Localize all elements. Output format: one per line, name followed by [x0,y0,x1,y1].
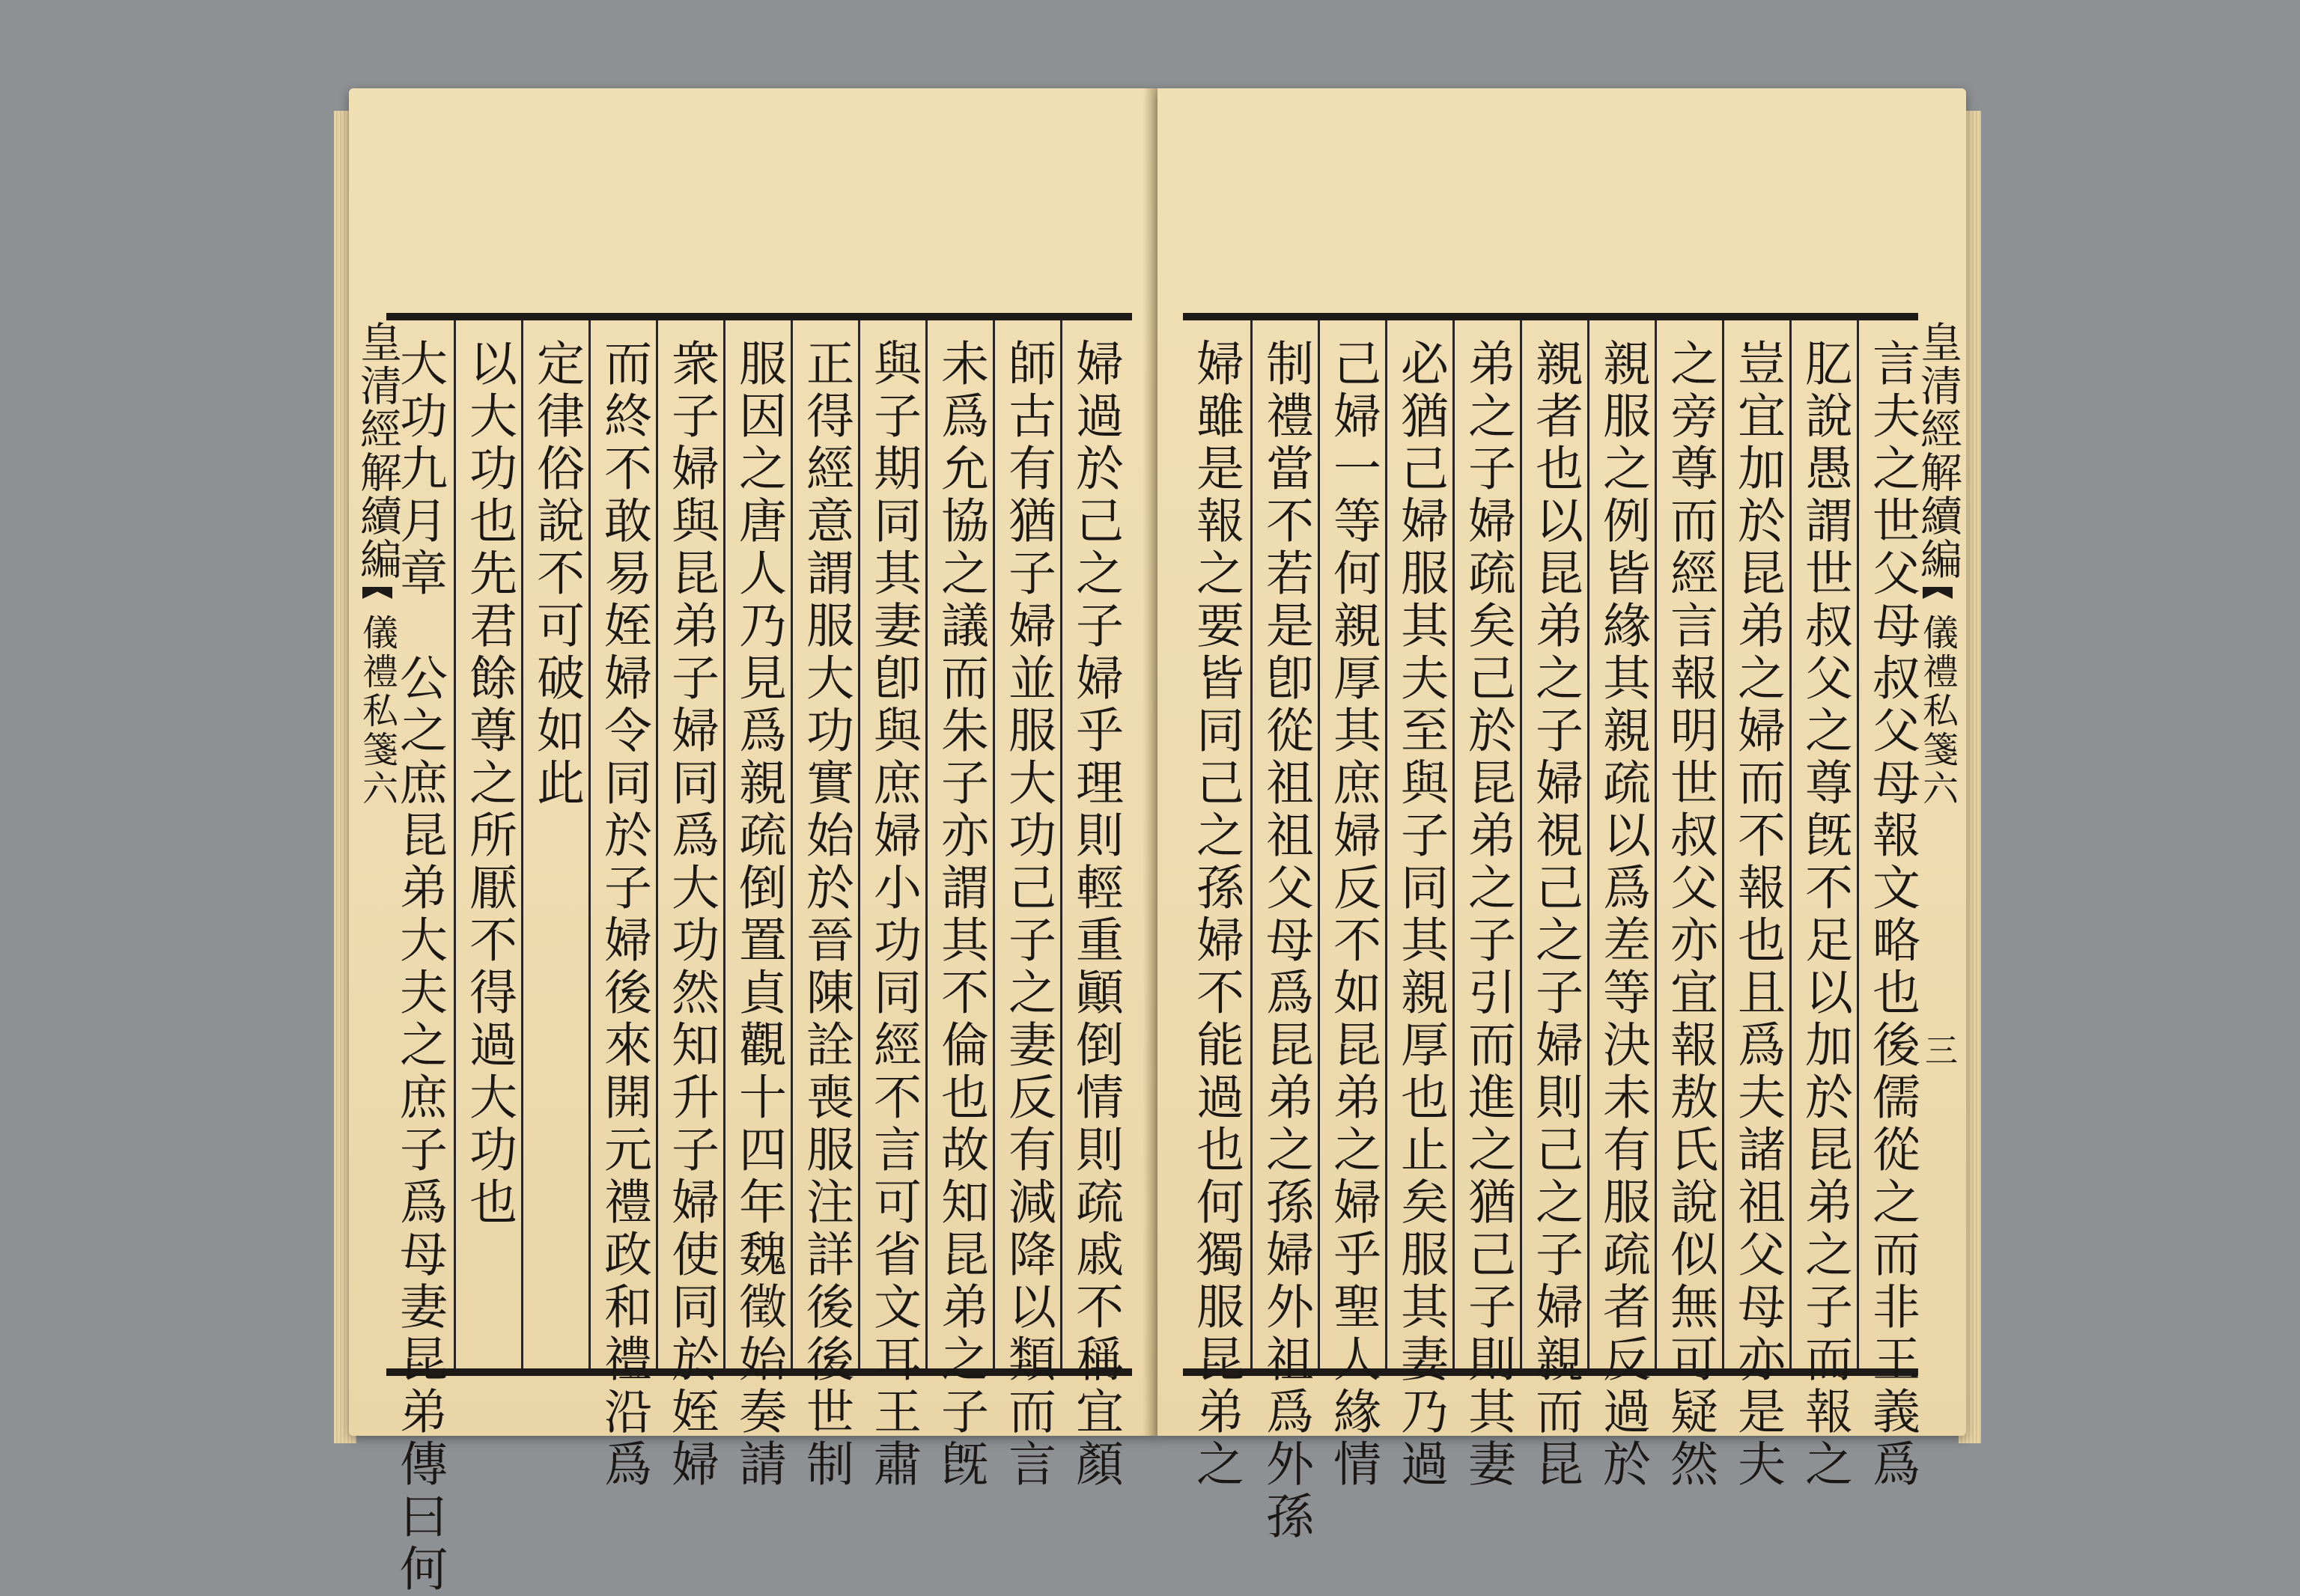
column-text: 肊說愚謂世叔父之尊旣不足以加於昆弟之子而報之 [1797,338,1852,1491]
text-column [858,320,926,1491]
text-column [1318,320,1386,1491]
column-text: 婦雖是報之要皆同己之孫婦不能過也何獨服昆弟之 [1188,338,1244,1491]
column-text: 豈宜加於昆弟之婦而不報也且爲夫諸祖父母亦是夫 [1729,338,1785,1491]
column-text: 之旁尊而經言報明世叔父亦宜報敖氏說似無可疑然 [1662,338,1718,1491]
column-text: 未爲允協之議而朱子亦謂其不倫也故知昆弟之子旣 [933,338,988,1491]
text-column [1385,320,1453,1491]
column-text: 以大功也先君餘尊之所厭不得過大功也 [461,338,517,1229]
column-text: 師古有猶子婦並服大功己子之妻反有減降以類而言 [1000,338,1056,1491]
column-text: 親者也以昆弟之子婦視己之子婦則己之子婦親而昆 [1527,338,1583,1491]
text-column [1587,320,1655,1491]
column-text: 制禮當不若是卽從祖祖父母爲昆弟之孫婦外祖爲外孫 [1258,338,1313,1544]
right-text-frame [1183,313,1920,1544]
fishtail-mark [1923,587,1953,599]
text-column [521,320,589,1368]
left-margin-title: 皇清經解續編 [353,320,402,581]
column-text: 定律俗說不可破如此 [529,338,584,810]
column-text: 衆子婦與昆弟子婦同爲大功然知升子婦使同於姪婦 [663,338,719,1491]
text-column [925,320,994,1491]
text-column [791,320,859,1491]
left-margin-section: 儀禮私箋六 [356,614,398,808]
column-text: 而終不敢易姪婦令同於子婦後來開元禮政和禮沿爲 [596,338,651,1491]
column-text: 正得經意謂服大功實始於晉陳詮喪服注詳後後世制 [798,338,854,1491]
column-text: 服因之唐人乃見爲親疏倒置貞觀十四年魏徵始奏請 [731,338,786,1491]
text-column [1655,320,1723,1491]
text-column [1452,320,1521,1491]
text-column [1722,320,1790,1491]
column-text: 必猶己婦服其夫至與子同其親厚也止矣服其妻乃過 [1393,338,1448,1491]
text-column [386,320,452,1596]
column-text: 己婦一等何親厚其庶婦反不如昆弟之婦乎聖人緣情 [1325,338,1381,1491]
text-column [993,320,1061,1491]
text-column [723,320,791,1491]
text-column [1789,320,1858,1491]
right-page [1157,88,1966,1544]
left-page [349,88,1157,1596]
column-text: 與子期同其妻卽與庶婦小功同經不言可省文耳王肅 [865,338,921,1491]
text-column [454,320,522,1368]
text-column [656,320,724,1491]
column-text: 弟之子婦疏矣己於昆弟之子引而進之猶己子則其妻 [1460,338,1515,1491]
column-text: 大功九月章 公之庶昆弟大夫之庶子爲母妻昆弟傳曰何 [392,338,447,1596]
right-margin-heading [1909,313,1966,1361]
text-column [1520,320,1588,1491]
column-text: 言夫之世父母叔父母報文略也後儒從之而非王義爲 [1864,338,1920,1491]
right-margin-section: 儀禮私箋六 [1916,614,1959,808]
text-column [1250,320,1318,1544]
open-book [334,88,1981,1596]
text-column [1060,320,1128,1491]
right-margin-title: 皇清經解續編 [1914,320,1962,581]
left-text-frame [386,313,1132,1596]
column-text: 親服之例皆緣其親疏以爲差等決未有服疏者反過於 [1595,338,1650,1491]
text-column [1183,320,1249,1491]
folio-number: 三 [1919,1033,1957,1066]
text-column [588,320,657,1491]
column-text: 婦過於己之子婦乎理則輕重顚倒情則疏戚不稱宜顏 [1068,338,1123,1491]
